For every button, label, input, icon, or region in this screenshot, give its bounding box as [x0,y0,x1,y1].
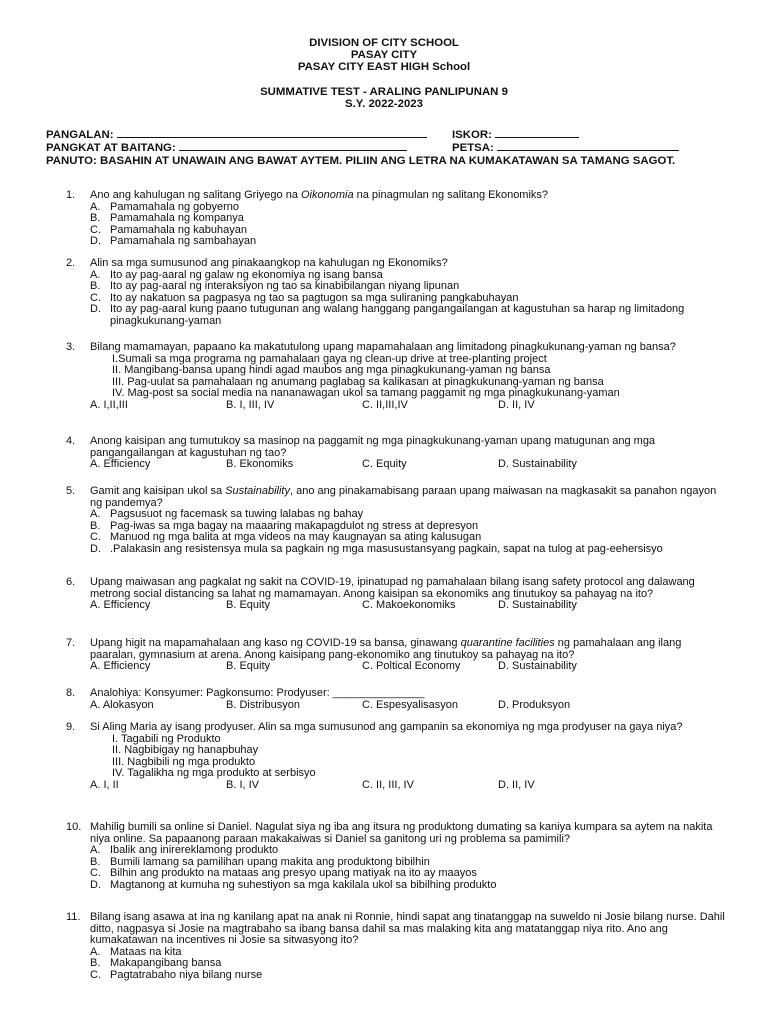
option-letter: D. [90,235,101,248]
question-item [66,638,726,673]
question-stem: Mahilig bumili sa online si Daniel. Nagulat siya ng iba ang itsura ng produktong dumating sa kaniya kumpara sa aytem na nakita niya online. Sa papaanong paraan makakaiwas si Daniel sa ganitong uri ng problema sa pamimili? [90,821,713,845]
date-label: PETSA: [452,142,494,154]
answer-choice[interactable]: D. Sustainability [498,599,577,612]
option-letter: A. [90,945,101,958]
option-text: Pamamahala ng kabuhayan [110,223,247,236]
school-year: S.Y. 2022-2023 [345,98,423,110]
answer-choice[interactable]: B. Ekonomiks [226,458,294,471]
roman-statement: III. Pag-uulat sa pamahalaan ng anumang paglabag sa kalikasan at pinagkukunang-yaman ng bansa [112,375,604,388]
city-title: PASAY CITY [350,49,418,61]
question-stem: Analohiya: Konsyumer: Pagkonsumo: Prodyuser: _______________ [90,687,425,699]
answer-choice[interactable]: C. Poltical Economy [362,660,461,673]
question-item [66,436,726,471]
answer-choices-row [90,700,726,712]
answer-choice[interactable]: A. Efficiency [90,599,151,612]
answer-choice[interactable]: C. II, III, IV [362,778,414,791]
option-text: Pamamahala ng kompanya [110,212,244,225]
answer-choice[interactable]: A. I,II,III [90,398,128,411]
answer-choice[interactable]: D. II, IV [498,778,535,791]
option-text: Pag-iwas sa mga bagay na maaaring makapagdulot ng stress at depresyon [110,519,479,532]
roman-statement: III. Nagbibili ng mga produkto [112,755,256,768]
question-item [66,822,726,892]
option-text: Pamamahala ng gobyerno [110,200,240,213]
question-item [66,190,726,248]
question-number: 2. [66,257,76,269]
option-letter: C. [90,223,101,236]
option-text: Ito ay pag-aaral ng galaw ng ekonomiya ng isang bansa [110,268,383,281]
question-stem: Anong kaisipan ang tumutukoy sa masinop na paggamit ng mga pinagkukunang-yaman upang matugunan ang mga pangangailangan at kagustuhan ng tao? [90,435,656,459]
answer-choice[interactable]: C. Espesyalisasyon [362,698,458,711]
question-stem: Gamit ang kaisipan ukol sa Sustainability, ano ang pinakamabisang paraan upang maiwasan na magkasakit sa panahon ngayon ng pandemya? [90,485,717,509]
answer-option[interactable] [90,544,726,556]
date-line[interactable] [497,140,679,151]
header-block [0,37,768,73]
question-item [66,577,726,612]
answer-choice[interactable]: A. Alokasyon [90,698,154,711]
option-text: Pamamahala ng sambahayan [110,235,257,248]
question-number: 9. [66,721,76,733]
emphasized-term: quarantine facilities [460,637,555,649]
option-text: Mataas na kita [110,945,182,958]
option-text: Ito ay pag-aaral ng interaksiyon ng tao sa kinabibilangan niyang lipunan [110,280,460,293]
option-letter: A. [90,508,101,521]
option-letter: A. [90,200,101,213]
option-text: Ito ay pag-aaral kung paano tutugunan ang walang hanggang pangangailangan at kagustuhan sa harap ng limitadong pinagkukunang-yaman [110,303,685,327]
answer-choice[interactable]: A. I, II [90,778,119,791]
option-text: Bumili lamang sa pamilihan upang makita ang produktong bibilhin [110,855,430,868]
option-letter: B. [90,855,101,868]
school-title: PASAY CITY EAST HIGH School [297,61,471,73]
score-label: ISKOR: [452,129,492,141]
option-text: Ito ay nakatuon sa pagpasya ng tao sa pagtugon sa mga suliraning pangkabuhayan [110,291,519,304]
test-title: SUMMATIVE TEST - ARALING PANLIPUNAN 9 [260,86,508,98]
option-text: Makapangibang bansa [110,957,222,970]
option-text: Pagtatrabaho niya bilang nurse [110,968,263,981]
question-item [66,342,726,412]
option-letter: D. [90,878,101,891]
option-letter: C. [90,291,101,304]
question-number: 5. [66,485,76,497]
grade-line[interactable] [179,140,407,151]
name-line[interactable] [117,127,427,138]
answer-option[interactable] [90,236,726,248]
option-text: .Palakasin ang resistensya mula sa pagkain ng mga masusustansyang pagkain, sapat na tulog at pag-eehersisyo [110,542,663,555]
answer-choice[interactable]: C. Equity [362,458,407,471]
emphasized-term: Sustainability [225,485,290,497]
question-stem: Upang higit na mapamahalaan ang kaso ng COVID-19 sa bansa, ginawang quarantine facilities ng pamahalaan ang ilang paaralan, gymnasium at arena. Anong kaisipang pang-ekonomiko ang tinutukoy sa pahayag na ito? [90,637,682,661]
answer-choice[interactable]: D. Sustainability [498,458,577,471]
question-stem: Upang maiwasan ang pagkalat ng sakit na COVID-19, ipinatupad ng pamahalaan bilang isang safety protocol ang dalawang metrong social distancing sa lahat ng mamamayan. Anong kaisipan sa ekonomiks ang tinutukoy sa pahayag na ito? [90,576,695,600]
answer-choice[interactable]: D. Produksyon [498,698,571,711]
answer-choices-row [90,459,726,471]
option-text: Ibalik ang inirereklamong produkto [110,844,279,857]
question-stem: Bilang mamamayan, papaano ka makatutulong upang mapamahalaan ang limitadong pinagkukunang-yaman ng bansa? [90,341,676,353]
answer-choices-row [90,780,726,792]
roman-statement: IV. Tagalikha ng mga produkto at serbisyo [112,767,316,780]
roman-statement: IV. Mag-post sa social media na nananawagan ukol sa tamang paggamit ng mga pinagkukunang-yaman [112,387,620,400]
option-letter: B. [90,957,101,970]
option-letter: B. [90,212,101,225]
test-title-block [0,86,768,110]
question-item [66,486,726,556]
option-letter: D. [90,303,101,316]
question-number: 10. [66,821,82,833]
division-title: DIVISION OF CITY SCHOOL [309,37,459,49]
question-number: 7. [66,637,76,649]
roman-statement: II. Mangibang-bansa upang hindi agad maubos ang mga pinagkukunang-yaman ng bansa [112,364,551,377]
date-field[interactable] [452,140,679,155]
roman-statement: I.Sumali sa mga programa ng pamahalaan gaya ng clean-up drive at tree-planting project [112,352,547,365]
option-letter: A. [90,268,101,281]
answer-choices-row [90,400,726,412]
option-letter: C. [90,968,101,981]
question-stem: Bilang isang asawa at ina ng kanilang apat na anak ni Ronnie, hindi sapat ang tinatanggap na suweldo ni Josie bilang nurse. Dahil ditto, nagpasya si Josie na magtrabaho sa ibang bansa dahil sa mas malaking kita ang matatanggap niya rito. Ano ang kumakatawan na incentives ni Josie sa sitwasyong ito? [90,911,725,947]
question-stem: Ano ang kahulugan ng salitang Griyego na Oikonomia na pinagmulan ng salitang Ekonomiks? [90,189,549,201]
answer-choice[interactable]: C. II,III,IV [362,398,408,411]
option-text: Bilhin ang produkto na mataas ang presyo upang matiyak na ito ay maayos [110,867,477,880]
answer-choice[interactable]: A. Efficiency [90,458,151,471]
answer-choice[interactable]: B. Distribusyon [226,698,300,711]
answer-choice[interactable]: B. Equity [226,660,271,673]
answer-choice[interactable]: B. I, III, IV [226,398,275,411]
option-letter: B. [90,280,101,293]
answer-choice[interactable]: A. Efficiency [90,660,151,673]
option-text: Magtanong at kumuha ng suhestiyon sa mga kakilala ukol sa bibilhing produkto [110,878,497,891]
grade-label: PANGKAT AT BAITANG: [46,142,176,154]
score-line[interactable] [495,127,579,138]
question-number: 3. [66,341,76,353]
question-number: 1. [66,189,76,201]
answer-option[interactable] [90,880,726,892]
name-label: PANGALAN: [46,129,114,141]
question-number: 4. [66,435,76,447]
option-letter: C. [90,867,101,880]
grade-field[interactable] [46,140,407,155]
answer-choice[interactable]: D. II, IV [498,398,535,411]
emphasized-term: Oikonomia [301,189,354,201]
question-item [66,912,726,982]
directions: PANUTO: BASAHIN AT UNAWAIN ANG BAWAT AYTEM. PILIIN ANG LETRA NA KUMAKATAWAN SA TAMANG SAGOT. [46,155,676,167]
answer-choices-row [90,661,726,673]
question-item [66,258,726,328]
option-text: Manuod ng mga balita at mga videos na may kaugnayan sa ating kalusugan [110,531,482,544]
roman-statement: I. Tagabili ng Produkto [112,732,221,745]
question-item [66,688,726,712]
option-letter: A. [90,844,101,857]
answer-choice[interactable]: D. Sustainability [498,660,577,673]
answer-choice[interactable]: B. I, IV [226,778,260,791]
answer-option[interactable] [90,970,726,982]
question-number: 11. [66,911,81,923]
option-letter: B. [90,519,101,532]
roman-statement: II. Nagbibigay ng hanapbuhay [112,744,259,757]
option-letter: D. [90,542,101,555]
question-stem: Si Aling Maria ay isang prodyuser. Alin sa mga sumusunod ang gampanin sa ekonomiya ng mga prodyuser na gaya niya? [90,721,683,733]
answer-choice[interactable]: C. Makoekonomiks [362,599,456,612]
question-stem: Alin sa mga sumusunod ang pinakaangkop na kahulugan ng Ekonomiks? [90,257,448,269]
option-text: Pagsusuot ng facemask sa tuwing lalabas ng bahay [110,508,364,521]
question-number: 6. [66,576,76,588]
question-item [66,722,726,792]
option-letter: C. [90,531,101,544]
answer-option[interactable] [90,304,726,327]
answer-choice[interactable]: B. Equity [226,599,271,612]
answer-choices-row [90,600,726,612]
question-number: 8. [66,687,76,699]
